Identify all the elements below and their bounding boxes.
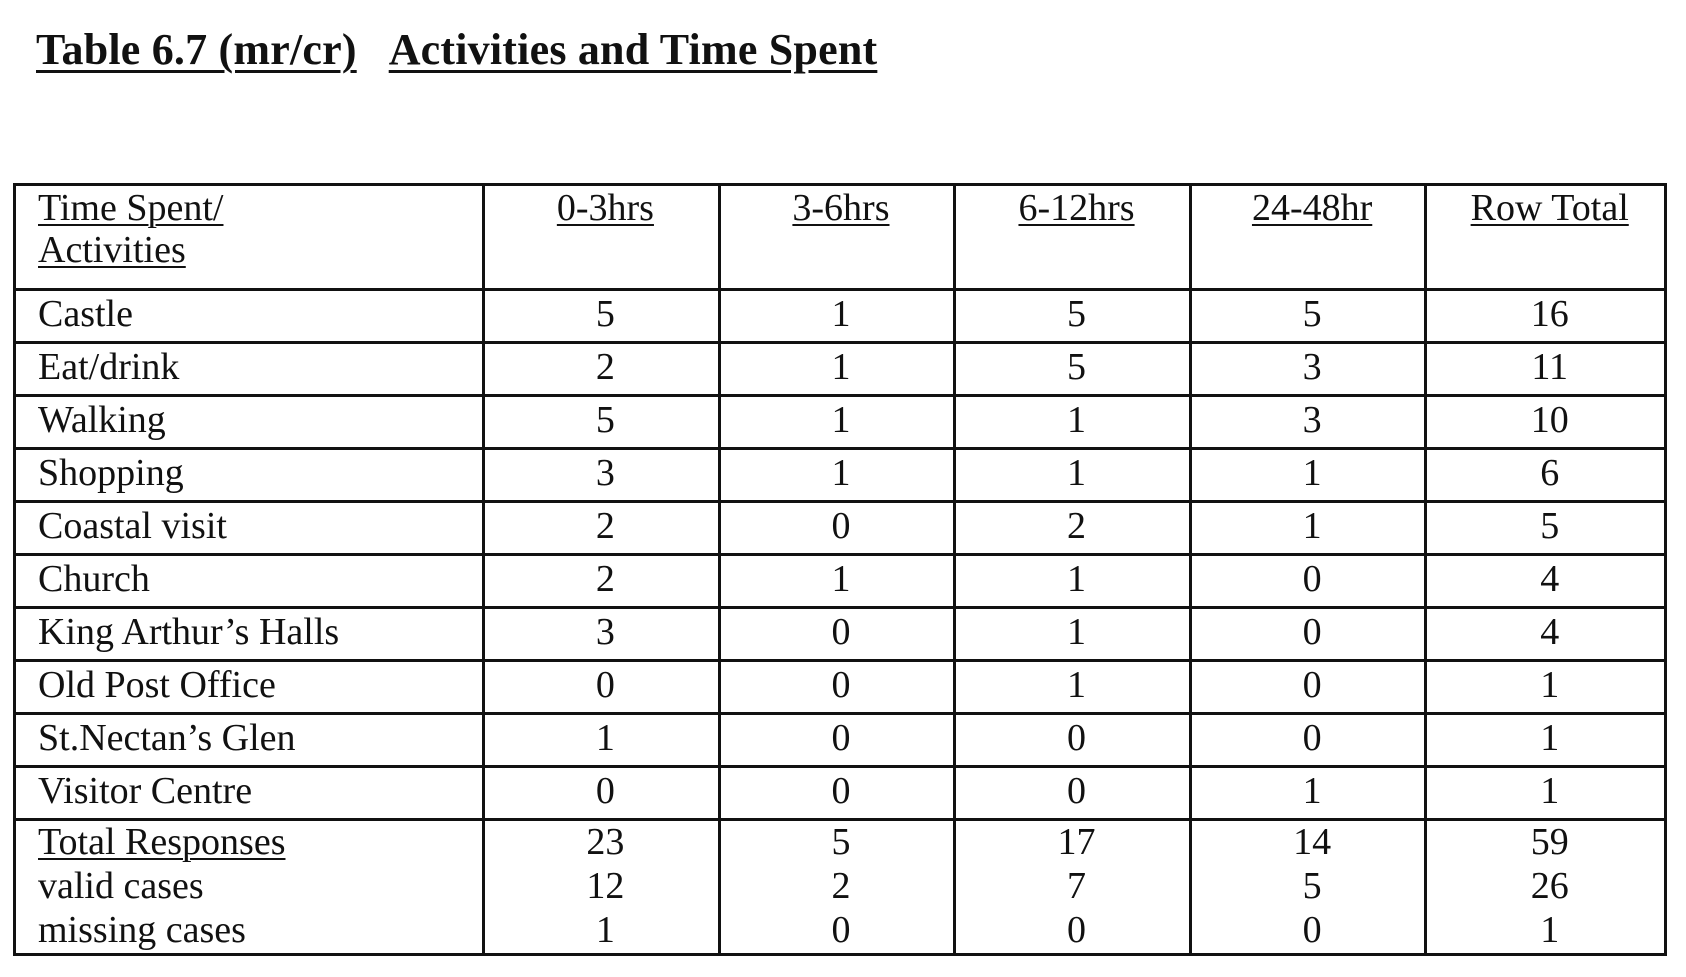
corner-header-line-2: Activities xyxy=(38,228,186,271)
table-cell: 3 xyxy=(484,608,720,661)
table-cell: 23 xyxy=(484,820,720,866)
table-cell: 11 xyxy=(1426,343,1666,396)
row-label xyxy=(15,290,484,343)
table-cell: 3 xyxy=(1190,343,1426,396)
table-cell: 1 xyxy=(955,555,1191,608)
corner-header-line-1: Time Spent/ xyxy=(38,187,224,229)
table-cell: 1 xyxy=(719,396,955,449)
activities-table xyxy=(13,183,1667,956)
header-row xyxy=(15,185,1666,290)
table-cell: 0 xyxy=(955,714,1191,767)
row-label-text: missing cases xyxy=(38,909,246,952)
table-cell: 0 xyxy=(484,767,720,820)
table-cell: 2 xyxy=(484,343,720,396)
row-label-text: Coastal visit xyxy=(38,505,227,548)
row-label-text: Castle xyxy=(38,293,133,336)
table-cell: 0 xyxy=(1190,555,1426,608)
row-label-text: Shopping xyxy=(38,452,184,495)
table-cell: 1 xyxy=(1190,449,1426,502)
table-cell: 0 xyxy=(719,909,955,955)
table-cell: 4 xyxy=(1426,555,1666,608)
table-cell: 1 xyxy=(1190,502,1426,555)
table-row xyxy=(15,820,1666,866)
table-row xyxy=(15,608,1666,661)
table-cell: 1 xyxy=(1426,909,1666,955)
table-cell: 1 xyxy=(719,343,955,396)
row-label-text: Old Post Office xyxy=(38,664,276,707)
table-cell: 0 xyxy=(1190,608,1426,661)
table-totals xyxy=(15,820,1666,955)
table-cell: 1 xyxy=(1426,714,1666,767)
table-cell: 26 xyxy=(1426,865,1666,909)
column-header-6-12hrs xyxy=(955,185,1191,290)
table-cell: 1 xyxy=(1426,767,1666,820)
table-cell: 4 xyxy=(1426,608,1666,661)
table-cell: 2 xyxy=(484,502,720,555)
table-cell: 5 xyxy=(719,820,955,866)
table-title xyxy=(36,24,877,75)
table-cell: 10 xyxy=(1426,396,1666,449)
table-cell: 1 xyxy=(484,909,720,955)
row-label-text: Church xyxy=(38,558,150,601)
table-cell: 0 xyxy=(484,661,720,714)
column-header-24-48hr xyxy=(1190,185,1426,290)
table-row xyxy=(15,714,1666,767)
table-cell: 6 xyxy=(1426,449,1666,502)
row-label xyxy=(15,555,484,608)
column-header-3-6hrs xyxy=(719,185,955,290)
row-label-text: valid cases xyxy=(38,865,204,908)
table-row xyxy=(15,767,1666,820)
row-label xyxy=(15,865,484,909)
row-label xyxy=(15,767,484,820)
table-cell: 0 xyxy=(1190,909,1426,955)
table-cell: 3 xyxy=(1190,396,1426,449)
table-cell: 5 xyxy=(1190,290,1426,343)
row-label-text: King Arthur’s Halls xyxy=(38,611,340,654)
table-cell: 0 xyxy=(719,608,955,661)
table-row xyxy=(15,449,1666,502)
table-cell: 0 xyxy=(955,909,1191,955)
table-cell: 0 xyxy=(1190,661,1426,714)
table-cell: 2 xyxy=(484,555,720,608)
table-cell: 1 xyxy=(1426,661,1666,714)
table-cell: 2 xyxy=(955,502,1191,555)
table-cell: 0 xyxy=(719,714,955,767)
table-cell: 1 xyxy=(484,714,720,767)
table-cell: 5 xyxy=(955,290,1191,343)
column-header-label: 6-12hrs xyxy=(1018,187,1135,229)
row-label xyxy=(15,714,484,767)
column-header-label: 24-48hr xyxy=(1251,187,1373,229)
table-cell: 5 xyxy=(484,396,720,449)
table-row xyxy=(15,502,1666,555)
column-header-label: 3-6hrs xyxy=(792,187,890,229)
table-row xyxy=(15,396,1666,449)
table-cell: 1 xyxy=(955,449,1191,502)
column-header-label: 0-3hrs xyxy=(556,187,654,229)
table-cell: 1 xyxy=(955,661,1191,714)
row-label xyxy=(15,396,484,449)
table-cell: 16 xyxy=(1426,290,1666,343)
table-row xyxy=(15,290,1666,343)
table-cell: 5 xyxy=(484,290,720,343)
table-row xyxy=(15,661,1666,714)
table-cell: 5 xyxy=(1426,502,1666,555)
row-label xyxy=(15,661,484,714)
table-cell: 5 xyxy=(955,343,1191,396)
row-label xyxy=(15,502,484,555)
table-cell: 14 xyxy=(1190,820,1426,866)
table-row xyxy=(15,555,1666,608)
table-cell: 5 xyxy=(1190,865,1426,909)
table-cell: 1 xyxy=(719,290,955,343)
table-cell: 0 xyxy=(719,767,955,820)
table-cell: 0 xyxy=(719,661,955,714)
table-number: Table 6.7 (mr/cr) xyxy=(36,25,357,74)
column-header-row-total xyxy=(1426,185,1666,290)
table-cell: 7 xyxy=(955,865,1191,909)
table-cell: 1 xyxy=(1190,767,1426,820)
column-header-label: Row Total xyxy=(1470,187,1629,229)
table-cell: 17 xyxy=(955,820,1191,866)
row-label xyxy=(15,820,484,866)
table-cell: 59 xyxy=(1426,820,1666,866)
table-cell: 3 xyxy=(484,449,720,502)
table-row xyxy=(15,865,1666,909)
table-cell: 0 xyxy=(719,502,955,555)
table-cell: 0 xyxy=(955,767,1191,820)
table-caption: Activities and Time Spent xyxy=(388,25,878,74)
table-cell: 1 xyxy=(719,555,955,608)
row-label-text: Walking xyxy=(38,399,166,442)
table-row xyxy=(15,909,1666,955)
table-cell: 2 xyxy=(719,865,955,909)
row-label xyxy=(15,343,484,396)
table-body xyxy=(15,290,1666,820)
row-label-text: Visitor Centre xyxy=(38,770,253,813)
table-cell: 1 xyxy=(955,608,1191,661)
table-cell: 1 xyxy=(719,449,955,502)
table-row xyxy=(15,343,1666,396)
row-label xyxy=(15,909,484,955)
row-label-text: St.Nectan’s Glen xyxy=(38,717,296,760)
row-label xyxy=(15,608,484,661)
row-label-text: Eat/drink xyxy=(38,346,180,389)
table-cell: 0 xyxy=(1190,714,1426,767)
row-label-text: Total Responses xyxy=(38,821,286,864)
table-cell: 12 xyxy=(484,865,720,909)
corner-header xyxy=(15,185,484,290)
table-cell: 1 xyxy=(955,396,1191,449)
column-header-0-3hrs xyxy=(484,185,720,290)
row-label xyxy=(15,449,484,502)
table-header xyxy=(15,185,1666,290)
